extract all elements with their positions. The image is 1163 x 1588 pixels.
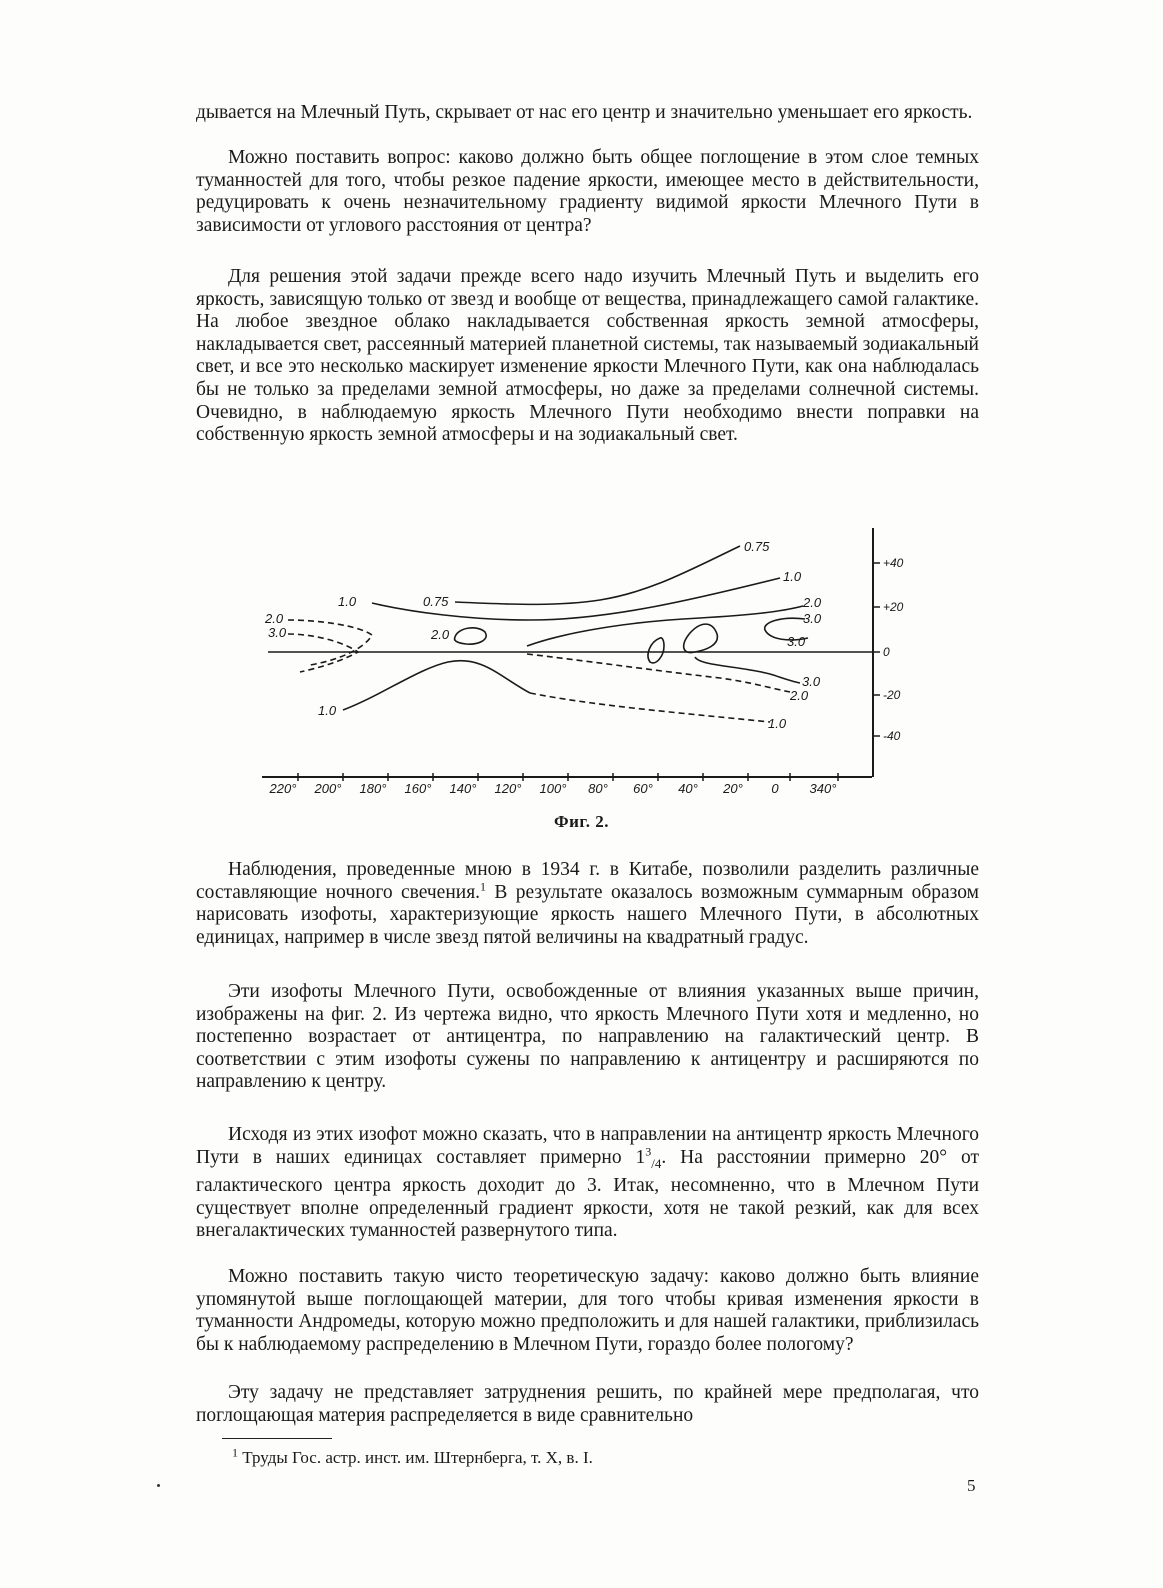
footnote-reference: 1	[480, 879, 487, 894]
x-tick-label: 200°	[314, 781, 342, 796]
x-tick-label: 100°	[539, 781, 567, 796]
contour-label: 1.0	[783, 569, 802, 584]
y-tick-label: +40	[883, 556, 904, 570]
contour-label: 1.0	[338, 594, 357, 609]
contour-20-left-dashed	[288, 620, 372, 665]
print-speck	[157, 1484, 160, 1487]
x-tick-label: 120°	[494, 781, 522, 796]
x-tick-label: 220°	[269, 781, 297, 796]
x-tick-label: 140°	[449, 781, 477, 796]
figure-caption: Фиг. 2.	[554, 812, 609, 831]
contour-label: 3.0	[803, 611, 822, 626]
contour-30-loop-center	[648, 638, 664, 663]
y-tick-label: -40	[883, 729, 901, 743]
x-tick-label: 60°	[633, 781, 653, 796]
x-tick-label: 160°	[404, 781, 432, 796]
y-tick-label: -20	[883, 688, 901, 702]
contour-label: 0.75	[744, 539, 770, 554]
fraction-denominator: /4	[651, 1155, 662, 1171]
footnote-text: Труды Гос. астр. инст. им. Штернберга, т. X, в. I.	[242, 1448, 593, 1467]
x-tick-label: 80°	[588, 781, 608, 796]
contour-label: 2.0	[265, 611, 284, 626]
paragraph-question-absorption: Можно поставить вопрос: каково должно быть общее поглощение в этом слое темных туманностей для того, чтобы резкое падение яркости, имеющее место в действительности, редуцировать к очень незначительному градиенту видимой яркости Млечного Пути в зависимости от углового расстояния от центра?	[196, 147, 979, 236]
paragraph-absorbing-matter: Эту задачу не представляет затруднения решить, по крайней мере предполагая, что поглощающая материя распределяется в виде сравнительно	[196, 1382, 979, 1426]
contour-20-upper	[527, 606, 803, 646]
contour-30-left-dashed	[288, 634, 358, 672]
contour-30-loop-right	[684, 624, 718, 652]
y-tick-label: +20	[883, 600, 904, 614]
contour-label: 0.75	[423, 594, 449, 609]
paragraph-anticenter	[196, 1124, 979, 1243]
x-tick-label: 20°	[723, 781, 743, 796]
contour-30-right-loop	[765, 618, 808, 640]
paragraph-isophotes: Эти изофоты Млечного Пути, освобожденные от влияния указанных выше причин, изображены на фиг. 2. Из чертежа видно, что яркость Млечного Пути хотя и медленно, но постепенно возрастает от антицентра, по направлению на галактический центр. В соответствии с этим изофоты сужены по направлению к антицентру и расширяются по направлению к центру.	[196, 981, 979, 1093]
footnote-marker: 1	[232, 1445, 238, 1460]
contour-075-upper	[455, 546, 740, 604]
contour-10-upper	[372, 578, 780, 620]
figure-axes	[262, 528, 873, 777]
x-tick-label: 340°	[809, 781, 837, 796]
footnote-rule	[222, 1438, 332, 1439]
paragraph-anticenter-tail: . На расстоянии примерно 20° от галактического центра яркость доходит до 3. Итак, несомненно, что в Млечном Пути существует вполне определенный градиент яркости, хотя не такой резкий, как для всех внегалактических туманностей развернутого типа.	[196, 1146, 979, 1242]
paragraph-anticenter-text: Исходя из этих изофот можно сказать, что в направлении на антицентр яркость Млечного Пути в наших единицах составляет примерно 1	[196, 1124, 979, 1168]
y-tick-group	[873, 556, 904, 743]
contour-20-loop-left	[455, 628, 487, 644]
paragraph-observations-text: Наблюдения, проведенные мною в 1934 г. в Китабе, позволили разделить различные составляющие ночного свечения.	[196, 859, 979, 903]
contour-label: 1.0	[768, 716, 787, 731]
paragraph-zodiacal-light: Для решения этой задачи прежде всего надо изучить Млечный Путь и выделить его яркость, зависящую только от звезд и вообще от вещества, принадлежащего самой галактике. На любое звездное облако накладывается собственная яркость земной атмосферы, накладывается свет, рассеянный материей планетной системы, так называемый зодиакальный свет, и все это несколько маскирует изменение яркости Млечного Пути, как она наблюдалась бы не только за пределами земной атмосферы, но даже за пределами солнечной системы. Очевидно, в наблюдаемую яркость Млечного Пути необходимо внести поправки на собственную яркость земной атмосферы и на зодиакальный свет.	[196, 266, 979, 446]
paragraph-continuation: дывается на Млечный Путь, скрывает от нас его центр и значительно уменьшает его яркость.	[196, 102, 973, 123]
paragraph-theoretical-task: Можно поставить такую чисто теоретическую задачу: каково должно быть влияние упомянутой выше поглощающей материи, для того чтобы кривая изменения яркости в туманности Андромеды, которую можно предположить и для нашей галактики, приблизилась бы к наблюдаемому распределению в Млечном Пути, гораздо более пологому?	[196, 1266, 979, 1355]
fraction-numerator: 3	[645, 1144, 652, 1159]
paragraph-observations-kitab	[196, 859, 979, 949]
contour-10-lower	[343, 661, 530, 710]
contour-label: 3.0	[268, 625, 287, 640]
x-tick-label: 180°	[359, 781, 387, 796]
contour-label: 2.0	[803, 595, 822, 610]
contour-label: 2.0	[790, 688, 809, 703]
contour-label: 2.0	[431, 627, 450, 642]
x-tick-label: 40°	[678, 781, 698, 796]
paragraph-observations-tail: В результате оказалось возможным суммарным образом нарисовать изофоты, характеризующие яркость нашего Млечного Пути, в абсолютных единицах, например в числе звезд пятой величины на квадратный градус.	[196, 881, 979, 948]
footnote	[232, 1445, 593, 1468]
contour-group	[288, 546, 808, 722]
contour-label: 3.0	[802, 674, 821, 689]
y-tick-label: 0	[883, 645, 890, 659]
x-tick-label: 0	[771, 781, 779, 796]
contour-30-lower	[695, 657, 800, 683]
x-tick-group	[269, 773, 838, 796]
contour-label-group	[264, 539, 822, 731]
contour-label: 1.0	[318, 703, 337, 718]
page-number: 5	[967, 1476, 976, 1495]
contour-10-lower-dashed	[530, 693, 770, 722]
contour-20-lower	[527, 654, 790, 692]
contour-label: 3.0	[787, 634, 806, 649]
